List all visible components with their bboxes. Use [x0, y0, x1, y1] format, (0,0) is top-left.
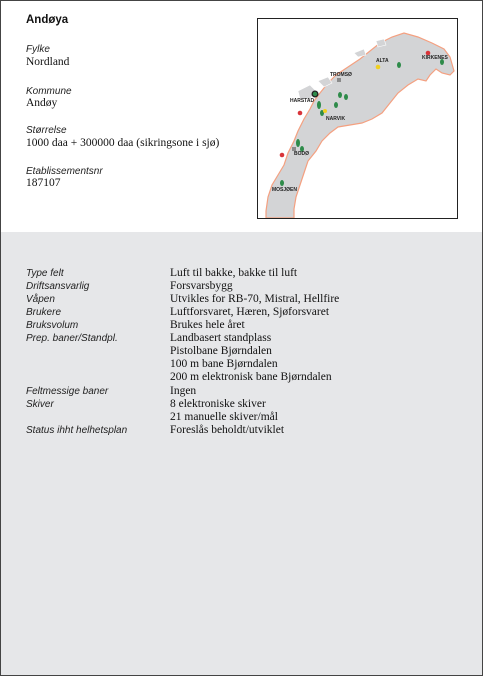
bruksvolum-value: Brukes hele året	[170, 319, 245, 331]
prep-value-1: Landbasert standplass	[170, 332, 272, 344]
prep-value-2: Pistolbane Bjørndalen	[170, 345, 272, 357]
detail-row-driftsansvarlig	[1, 280, 482, 294]
detail-row-type-felt	[1, 267, 482, 281]
bruksvolum-label: Bruksvolum	[26, 320, 79, 331]
feltmessige-value: Ingen	[170, 385, 197, 397]
map-label-harstad: HARSTAD	[290, 98, 315, 104]
details-section	[1, 232, 482, 675]
etablissementsnr-label: Etablissementsnr	[26, 166, 103, 177]
map-svg	[258, 19, 457, 218]
prep-value-3: 100 m bane Bjørndalen	[170, 358, 278, 370]
status-value: Foreslås beholdt/utviklet	[170, 424, 285, 436]
type-felt-label: Type felt	[26, 268, 64, 279]
location-map	[257, 18, 458, 219]
storrelse-label: Størrelse	[26, 125, 67, 136]
skiver-value-1: 8 elektroniske skiver	[170, 398, 266, 410]
detail-row-vapen	[1, 293, 482, 307]
fylke-value: Nordland	[26, 56, 70, 68]
detail-row-skiver	[1, 398, 482, 412]
map-label-mosjoen: MOSJØEN	[272, 187, 298, 193]
vapen-value: Utvikles for RB-70, Mistral, Hellfire	[170, 293, 340, 305]
map-label-kirkenes: KIRKENES	[422, 55, 448, 61]
feltmessige-label: Feltmessige baner	[26, 386, 109, 397]
prep-label: Prep. baner/Standpl.	[26, 333, 118, 344]
map-label-bodo: BODØ	[294, 151, 309, 157]
skiver-value-2: 21 manuelle skiver/mål	[170, 411, 278, 423]
map-label-tromso: TROMSØ	[330, 72, 352, 78]
driftsansvarlig-label: Driftsansvarlig	[26, 281, 90, 292]
map-label-narvik: NARVIK	[326, 116, 346, 122]
detail-row-bruksvolum	[1, 319, 482, 333]
kommune-label: Kommune	[26, 86, 72, 97]
storrelse-value: 1000 daa + 300000 daa (sikringsone i sjø)	[26, 137, 220, 149]
brukere-value: Luftforsvaret, Hæren, Sjøforsvaret	[170, 306, 330, 318]
brukere-label: Brukere	[26, 307, 62, 318]
detail-row-brukere	[1, 306, 482, 320]
type-felt-value: Luft til bakke, bakke til luft	[170, 267, 298, 279]
detail-row-prep	[1, 332, 482, 346]
map-label-alta: ALTA	[376, 58, 389, 64]
vapen-label: Våpen	[26, 294, 55, 305]
skiver-label: Skiver	[26, 399, 54, 410]
kommune-value: Andøy	[26, 97, 58, 109]
header-section	[1, 1, 482, 232]
detail-row-feltmessige	[1, 385, 482, 399]
prep-value-4: 200 m elektronisk bane Bjørndalen	[170, 371, 332, 383]
status-label: Status ihht helhetsplan	[26, 425, 128, 436]
detail-row-status	[1, 424, 482, 438]
page-title: Andøya	[26, 14, 69, 26]
fylke-label: Fylke	[26, 44, 50, 55]
driftsansvarlig-value: Forsvarsbygg	[170, 280, 233, 292]
etablissementsnr-value: 187107	[26, 177, 61, 189]
